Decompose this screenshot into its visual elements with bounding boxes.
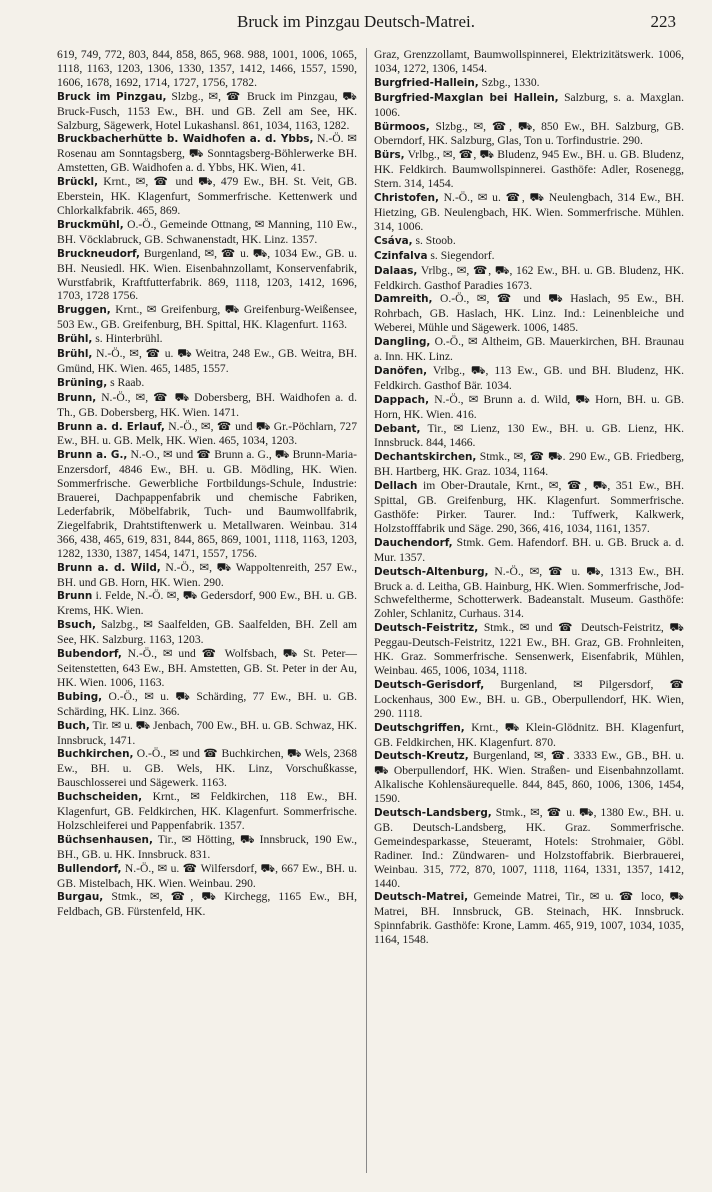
gazetteer-entry bbox=[57, 376, 357, 391]
entry-text: O.-Ö., ✉ Altheim, GB. Mauerkirchen, BH. Braunau a. Inn. HK. Linz. bbox=[374, 335, 684, 364]
gazetteer-entry bbox=[374, 393, 684, 422]
gazetteer-entry bbox=[57, 448, 357, 560]
entry-text: im Ober-Drautale, Krnt., ✉, ☎, ⛟, 351 Ew., BH. Spittal, GB. Greifenburg, HK. Klagenfurt. Sommerfrische. Gasthöfe: Pirker. Taurer. Ind.: Tuffwerk, Kalkwerk, Holzstofffabrik und Säge. 290, 366, 416, 1034, 1161, 1357. bbox=[374, 479, 684, 535]
entry-text: Vrlbg., ✉, ☎, ⛟, 162 Ew., BH. u. GB. Bludenz, HK. Feldkirch. Gasthof Paradies 1673. bbox=[374, 263, 684, 292]
page-number: 223 bbox=[650, 12, 676, 31]
entry-text: Salzburg, s. a. Maxglan. 1006. bbox=[374, 90, 684, 119]
entry-headword: Buch, bbox=[57, 719, 90, 732]
entry-text: N.-Ö., ✉, ⛟ Wappoltenreith, 257 Ew., BH. und GB. Horn, HK. Wien. 290. bbox=[57, 560, 357, 589]
gazetteer-entry bbox=[57, 332, 357, 347]
gazetteer-entry bbox=[57, 347, 357, 376]
entry-text: Stmk., ✉ und ☎ Deutsch-Feistritz, ⛟ Peggau-Deutsch-Feistritz, 1221 Ew., BH. Graz, GB. Frohnleiten, HK. Graz. Sommerfrische. Sensenwerk, Eisenfabrik, Mühlen, Weinbau. 465, 1006, 1034, 1118. bbox=[374, 621, 684, 677]
entry-headword: Burgfried-Hallein, bbox=[374, 76, 479, 89]
entry-text: N.-Ö., ✉ u. ☎, ⛟ Neulengbach, 314 Ew., BH. Hietzing, GB. Neulengbach, HK. Wien. Sommerfrische. Mühlen. 314, 1006. bbox=[374, 191, 684, 233]
entry-headword: Burgfried-Maxglan bei Hallein, bbox=[374, 91, 559, 104]
entry-text: Krnt., ✉, ☎ und ⛟, 479 Ew., BH. St. Veit, GB. Eberstein, HK. Klagenfurt, Sommerfrische. Kettenwerk und Chlorkalkfabrik. 465, 869. bbox=[57, 175, 357, 217]
entry-headword: Bullendorf, bbox=[57, 862, 122, 875]
gazetteer-entry bbox=[57, 833, 357, 862]
gazetteer-entry bbox=[57, 48, 357, 90]
entry-headword: Buchscheiden, bbox=[57, 791, 143, 804]
entry-headword: Büchsenhausen, bbox=[57, 833, 153, 846]
entry-text: Burgenland, ✉ Pilgersdorf, ☎ Lockenhaus, 300 Ew., BH. u. GB., Oberpullendorf, HK. Wien, 290. 1118. bbox=[374, 677, 684, 720]
entry-headword: Deutschgriffen, bbox=[374, 721, 465, 734]
gazetteer-entry bbox=[374, 364, 684, 393]
entry-text: Stmk., ✉, ☎ u. ⛟, 1380 Ew., BH. u. GB. Deutsch-Landsberg, HK. Graz. Sommerfrische. Gemeindesparkasse, Steueramt, Hotels: Strohmaier, Göbl. Radiner. Ind.: Zündwaren- und Holzstoffabrik. Bierbrauerei, Weinbau. 315, 772, 870, 1007, 1118, 1164, 1331, 1357, 1412, 1440. bbox=[374, 806, 684, 890]
gazetteer-entry bbox=[374, 48, 684, 76]
gazetteer-entry bbox=[57, 218, 357, 247]
entry-text: Tir., ✉ Lienz, 130 Ew., BH. u. GB. Lienz, HK. Innsbruck. 844, 1466. bbox=[374, 421, 684, 450]
entry-headword: Deutsch-Kreutz, bbox=[374, 750, 469, 763]
entry-headword: Brunn a. G., bbox=[57, 449, 128, 462]
entry-headword: Bsuch, bbox=[57, 619, 97, 632]
entry-text: Vrlbg., ⛟, 113 Ew., GB. und BH. Bludenz, HK. Feldkirch. Gasthof Bär. 1034. bbox=[374, 363, 684, 392]
entry-headword: Brückl, bbox=[57, 176, 99, 189]
gazetteer-entry bbox=[374, 292, 684, 335]
gazetteer-entry bbox=[374, 536, 684, 565]
entry-headword: Damreith, bbox=[374, 293, 433, 306]
entry-text: Vrlbg., ✉, ☎, ⛟ Bludenz, 945 Ew., BH. u. GB. Bludenz, HK. Feldkirch. Baumwollspinnerei. Gasthöfe: Adler, Rosenegg, Stern. 314, 1454. bbox=[374, 148, 684, 191]
right-column bbox=[374, 48, 684, 947]
gazetteer-entry bbox=[374, 234, 684, 249]
entry-headword: Bubendorf, bbox=[57, 648, 122, 661]
entry-text: Tir. ✉ u. ⛟ Jenbach, 700 Ew., BH. u. GB. Schwaz, HK. Innsbruck, 1471. bbox=[57, 718, 357, 747]
gazetteer-entry bbox=[374, 148, 684, 191]
entry-headword: Christofen, bbox=[374, 192, 439, 205]
gazetteer-entry bbox=[374, 264, 684, 293]
entry-headword: Brühl, bbox=[57, 333, 93, 346]
gazetteer-entry bbox=[57, 618, 357, 647]
gazetteer-entry bbox=[374, 422, 684, 451]
gazetteer-entry bbox=[57, 647, 357, 690]
entry-headword: Bubing, bbox=[57, 690, 103, 703]
entry-headword: Bruggen, bbox=[57, 304, 111, 317]
entry-text: O.-Ö., ✉, ☎ und ⛟ Haslach, 95 Ew., BH. Rohrbach, GB. Haslach, HK. Linz. Ind.: Leinenbleiche und Weberei, Mühle und Sägewerk. 1006, 1485. bbox=[374, 292, 684, 335]
entry-headword: Bürs, bbox=[374, 149, 405, 162]
entry-text: Salzbg., ✉ Saalfelden, GB. Saalfelden, BH. Zell am See, HK. Salzburg. 1163, 1203. bbox=[57, 618, 357, 647]
entry-text: s Raab. bbox=[110, 375, 145, 389]
column-divider bbox=[366, 48, 367, 1173]
entry-headword: Buchkirchen, bbox=[57, 748, 134, 761]
gazetteer-entry bbox=[57, 690, 357, 719]
entry-headword: Deutsch-Matrei, bbox=[374, 891, 469, 904]
entry-text: s. Stoob. bbox=[415, 233, 456, 247]
entry-text: N.-Ö. ✉ Rosenau am Sonntagsberg, ⛟ Sonntagsberg-Böhlerwerke BH. Amstetten, GB. Waidhofen a. d. Ybbs, HK. Wien, 41. bbox=[57, 132, 357, 175]
entry-headword: Bürmoos, bbox=[374, 120, 430, 133]
entry-headword: Csáva, bbox=[374, 234, 413, 247]
gazetteer-entry bbox=[374, 91, 684, 120]
entry-text: Stmk., ✉, ☎, ⛟ Kirchegg, 1165 Ew., BH, Feldbach, GB. Fürstenfeld, HK. bbox=[57, 890, 357, 919]
entry-headword: Brunn a. d. Erlauf, bbox=[57, 420, 165, 433]
entry-text: Szbg., 1330. bbox=[481, 75, 540, 89]
entry-text: N.-Ö., ✉, ☎ ⛟ Dobersberg, BH. Waidhofen a. d. Th., GB. Dobersberg, HK. Wien. 1471. bbox=[57, 390, 358, 419]
entry-text: N.-Ö., ✉, ☎ und ⛟ Gr.-Pöchlarn, 727 Ew., BH. u. GB. Melk, HK. Wien. 465, 1034, 1203. bbox=[57, 419, 357, 448]
entry-text: Krnt., ⛟ Klein-Glödnitz. BH. Klagenfurt, GB. Feldkirchen, HK. Klagenfurt. 870. bbox=[374, 720, 684, 749]
gazetteer-entry bbox=[57, 589, 357, 618]
gazetteer-entry bbox=[57, 890, 357, 919]
entry-headword: Deutsch-Gerisdorf, bbox=[374, 678, 485, 691]
entry-text: N.-Ö., ✉ und ☎ Wolfsbach, ⛟ St. Peter—Seitenstetten, 643 Ew., BH. Amstetten, GB. St. Peter in der Au, HK. Wien. 1006, 1163. bbox=[57, 647, 357, 689]
entry-headword: Bruck im Pinzgau, bbox=[57, 90, 167, 103]
entry-text: s. Hinterbrühl. bbox=[95, 332, 163, 346]
gazetteer-entry bbox=[374, 890, 684, 947]
entry-headword: Brunn, bbox=[57, 391, 97, 404]
entry-text: Stmk. Gem. Hafendorf. BH. u. GB. Bruck a. d. Mur. 1357. bbox=[374, 535, 684, 564]
gazetteer-entry bbox=[57, 303, 357, 332]
page-header bbox=[0, 10, 712, 36]
entry-headword: Brunn a. d. Wild, bbox=[57, 561, 161, 574]
entry-text: N.-Ö., ✉ Brunn a. d. Wild, ⛟ Horn, BH. u. GB. Horn, HK. Wien. 416. bbox=[374, 392, 684, 421]
entry-headword: Deutsch-Landsberg, bbox=[374, 807, 492, 820]
gazetteer-entry bbox=[374, 120, 684, 149]
entry-headword: Danöfen, bbox=[374, 364, 428, 377]
left-column bbox=[57, 48, 357, 919]
entry-text: Burgenland, ✉, ☎. 3333 Ew., GB., BH. u. ⛟ Oberpullendorf, HK. Wien. Straßen- und Eisenbahnzollamt. Alkalische Kohlensäurequelle. 844, 845, 860, 1006, 1306, 1454, 1590. bbox=[374, 749, 684, 806]
gazetteer-entry bbox=[374, 749, 684, 806]
entry-text: N.-Ö., ✉, ☎ u. ⛟ Weitra, 248 Ew., GB. Weitra, BH. Gmünd, HK. Wien. 465, 1485, 1557. bbox=[57, 347, 357, 375]
gazetteer-entry bbox=[374, 249, 684, 264]
entry-headword: Dauchendorf, bbox=[374, 536, 453, 549]
entry-text: Graz, Grenzzollamt, Baumwollspinnerei, Elektrizitätswerk. 1006, 1034, 1272, 1306, 1454. bbox=[374, 48, 684, 75]
gazetteer-entry bbox=[57, 747, 357, 790]
gazetteer-entry bbox=[57, 132, 357, 175]
gazetteer-entry bbox=[374, 721, 684, 750]
entry-text: Gemeinde Matrei, Tir., ✉ u. ☎ loco, ⛟ Matrei, BH. Innsbruck, GB. Steinach, HK. Innsbruck. Spinnfabrik. Gasthöfe: Krone, Lamm. 465, 919, 1007, 1034, 1035, 1164, 1548. bbox=[374, 890, 684, 947]
entry-headword: Brüning, bbox=[57, 376, 108, 389]
gazetteer-entry bbox=[374, 806, 684, 890]
entry-headword: Brunn bbox=[57, 590, 93, 603]
entry-headword: Bruckneudorf, bbox=[57, 247, 140, 260]
entry-text: Burgenland, ✉, ☎ u. ⛟, 1034 Ew., GB. u. BH. Neusiedl. HK. Wien. Eisenbahnzollamt, Konservenfabrik, Wurstfabrik, Kraftfutterfabrik. 869, 1118, 1203, 1412, 1696, 1703, 1728 1756. bbox=[57, 246, 357, 303]
entry-text: Slzbg., ✉, ☎ Bruck im Pinzgau, ⛟ Bruck-Fusch, 1153 Ew., BH. und GB. Zell am See, HK. Salzburg, Sägewerk, Hotel Lukashansl. 861, 1034, 1163, 1282. bbox=[57, 89, 357, 132]
entry-text: O.-Ö., ✉ u. ⛟ Schärding, 77 Ew., BH. u. GB. Schärding, HK. Linz. 366. bbox=[57, 689, 357, 718]
gazetteer-entry bbox=[374, 450, 684, 479]
entry-headword: Dangling, bbox=[374, 336, 431, 349]
gazetteer-entry bbox=[57, 420, 357, 449]
entry-text: O.-Ö., ✉ und ☎ Buchkirchen, ⛟ Wels, 2368 Ew., BH. u. GB. Wels, HK. Linz, Vorschußkasse, Bauschlosserei und Sägewerk. 1163. bbox=[57, 747, 357, 790]
entry-headword: Dalaas, bbox=[374, 264, 418, 277]
gazetteer-entry bbox=[374, 76, 684, 91]
gazetteer-entry bbox=[57, 719, 357, 748]
entry-headword: Dellach bbox=[374, 480, 418, 493]
entry-text: 619, 749, 772, 803, 844, 858, 865, 968. 988, 1001, 1006, 1065, 1118, 1163, 1203, 1306, 1330, 1357, 1412, 1466, 1557, 1590, 1606, 1678, 1692, 1714, 1727, 1756, 1782. bbox=[57, 48, 357, 89]
entry-headword: Czinfalva bbox=[374, 249, 428, 262]
gazetteer-entry bbox=[374, 191, 684, 234]
entry-headword: Dappach, bbox=[374, 393, 430, 406]
entry-text: N.-O., ✉ und ☎ Brunn a. G., ⛟ Brunn-Maria-Enzersdorf, 4846 Ew., BH. u. GB. Mödling, HK. Wien. Sommerfrische. Gewerbliche Fortbildungs-Schule, Industrie: Brauerei, Dachpappenfabrik und chemische Fabriken, Lederfabrik, Möbelfabrik, Tuch- und Baumwollfabrik, Ziegelfabrik, Drahtstiftenwerk u. Metallwaren. Weinbau. 314 366, 438, 465, 619, 831, 844, 865, 869, 1001, 1118, 1163, 1203, 1282, 1330, 1387, 1454, 1471, 1557, 1756. bbox=[57, 448, 357, 560]
gazetteer-entry bbox=[374, 565, 684, 622]
gazetteer-entry bbox=[57, 862, 357, 891]
entry-text: Stmk., ✉, ☎ ⛟. 290 Ew., GB. Friedberg, BH. Hartberg, HK. Graz. 1034, 1164. bbox=[374, 450, 684, 479]
gazetteer-entry bbox=[57, 247, 357, 304]
entry-text: N.-Ö., ✉ u. ☎ Wilfersdorf, ⛟, 667 Ew., BH. u. GB. Mistelbach, HK. Wien. Weinbau. 290. bbox=[57, 861, 357, 890]
entry-text: N.-Ö., ✉, ☎ u. ⛟, 1313 Ew., BH. Bruck a. d. Leitha, GB. Hainburg, HK. Wien. Sommerfrische, Jod-Schwefeltherme, Schotterwerk. Badeanstalt. Museum. Gasthöfe: Zohler, Schlanitz, Curhaus. 314. bbox=[374, 564, 684, 621]
gazetteer-entry bbox=[57, 561, 357, 590]
entry-headword: Deutsch-Feistritz, bbox=[374, 622, 479, 635]
gazetteer-entry bbox=[57, 175, 357, 218]
entry-text: i. Felde, N.-Ö. ✉, ⛟ Gedersdorf, 900 Ew., BH. u. GB. Krems, HK. Wien. bbox=[57, 589, 357, 618]
entry-headword: Deutsch-Altenburg, bbox=[374, 565, 489, 578]
entry-text: Krnt., ✉ Feldkirchen, 118 Ew., BH. Klagenfurt, GB. Feldkirchen, HK. Klagenfurt. Sommerfrische. Holzschleiferei und Pappenfabrik. 1357. bbox=[57, 790, 357, 832]
gazetteer-entry bbox=[374, 479, 684, 536]
entry-headword: Debant, bbox=[374, 422, 421, 435]
gazetteer-entry bbox=[374, 621, 684, 678]
running-title: Bruck im Pinzgau Deutsch-Matrei. bbox=[237, 12, 475, 31]
gazetteer-entry bbox=[57, 790, 357, 833]
gazetteer-entry bbox=[57, 90, 357, 133]
gazetteer-entry bbox=[374, 678, 684, 721]
entry-text: s. Siegendorf. bbox=[430, 248, 495, 262]
entry-headword: Brühl, bbox=[57, 348, 93, 361]
entry-text: Tir., ✉ Hötting, ⛟ Innsbruck, 190 Ew., BH., GB. u. HK. Innsbruck. 831. bbox=[57, 832, 357, 861]
entry-text: O.-Ö., Gemeinde Ottnang, ✉ Manning, 110 Ew., BH. Vöcklabruck, GB. Schwanenstadt, HK. Linz. 1357. bbox=[57, 217, 357, 246]
entry-headword: Dechantskirchen, bbox=[374, 451, 477, 464]
entry-text: Krnt., ✉ Greifenburg, ⛟ Greifenburg-Weißensee, 503 Ew., GB. Greifenburg, BH. Spittal, HK. Klagenfurt. 1163. bbox=[57, 303, 357, 332]
gazetteer-entry bbox=[374, 335, 684, 364]
entry-text: Slzbg., ✉, ☎, ⛟, 850 Ew., BH. Salzburg, GB. Oberndorf, HK. Salzburg, Glas, Ton u. Torfindustrie. 290. bbox=[374, 119, 684, 148]
entry-headword: Bruckmühl, bbox=[57, 218, 124, 231]
entry-headword: Burgau, bbox=[57, 891, 104, 904]
gazetteer-entry bbox=[57, 391, 357, 420]
entry-headword: Bruckbacherhütte b. Waidhofen a. d. Ybbs, bbox=[57, 133, 314, 146]
